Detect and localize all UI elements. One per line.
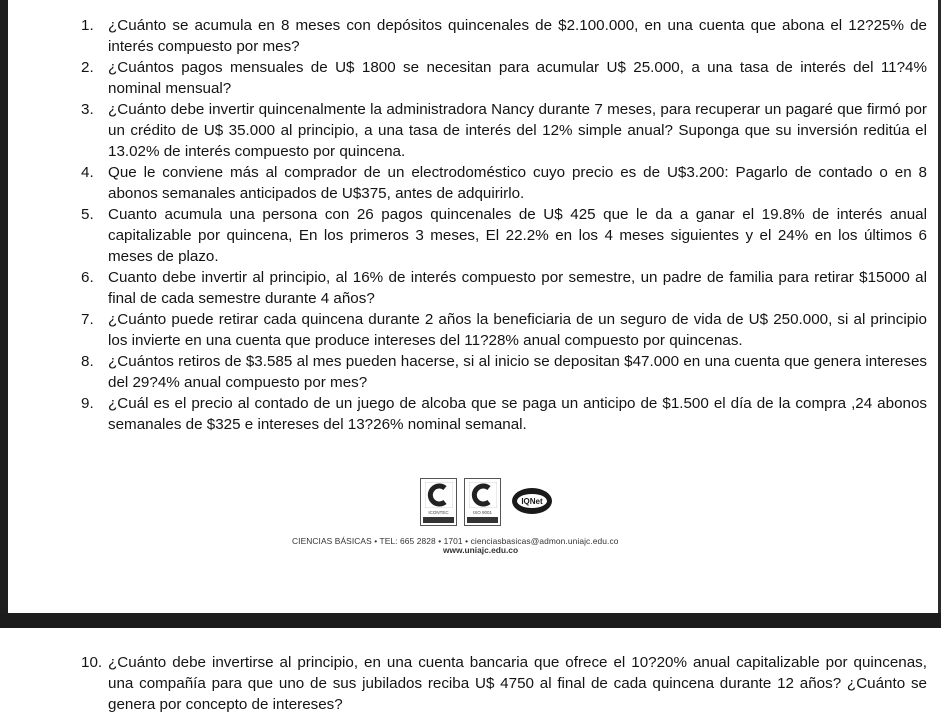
problem-number: 3. bbox=[81, 101, 94, 118]
iqnet-logo bbox=[510, 486, 554, 516]
problem-number: 4. bbox=[81, 164, 94, 181]
problem-item bbox=[81, 204, 927, 267]
problem-text: ¿Cuál es el precio al contado de un juego de alcoba que se paga un anticipo de $1.500 el día de la compra ,24 abonos semanales de $325 e intereses del 13?26% nominal semanal. bbox=[108, 395, 927, 433]
problem-text: ¿Cuántos pagos mensuales de U$ 1800 se necesitan para acumular U$ 25.000, a una tasa de interés del 11?4% nominal mensual? bbox=[108, 59, 927, 97]
page-separator bbox=[0, 613, 941, 628]
problem-number: 5. bbox=[81, 206, 94, 223]
problem-text: ¿Cuánto debe invertirse al principio, en una cuenta bancaria que ofrece el 10?20% anual capitalizable por quincenas, una compañía para que uno de sus jubilados reciba U$ 4750 al final de cada quincena durante 12 años? ¿Cuánto se genera por concepto de intereses? bbox=[108, 654, 927, 713]
problem-item bbox=[81, 57, 927, 99]
problem-text: Cuanto debe invertir al principio, al 16% de interés compuesto por semestre, un padre de familia para retirar $15000 al final de cada semestre durante 4 años? bbox=[108, 269, 927, 307]
problem-text: ¿Cuánto puede retirar cada quincena durante 2 años la beneficiaria de un seguro de vida de U$ 250.000, si al principio los invierte en una cuenta que produce intereses del 11?28% anual compuesto por quincenas. bbox=[108, 311, 927, 349]
problem-number: 9. bbox=[81, 395, 94, 412]
iqnet-label: IQNet bbox=[521, 497, 543, 506]
problem-item bbox=[81, 267, 927, 309]
icontec-logo bbox=[420, 478, 457, 526]
logo-caption: ISO 9001 bbox=[472, 510, 492, 515]
problem-number: 8. bbox=[81, 353, 94, 370]
problem-number: 7. bbox=[81, 311, 94, 328]
logo-bar bbox=[467, 517, 498, 523]
problem-text: Que le conviene más al comprador de un electrodoméstico cuyo precio es de U$3.200: Pagarlo de contado o en 8 abonos semanales anticipados de U$375, antes de adquirirlo. bbox=[108, 164, 927, 202]
iso-seal-icon bbox=[469, 482, 497, 508]
problem-text: ¿Cuánto debe invertir quincenalmente la administradora Nancy durante 7 meses, para recuperar un pagaré que firmó por un crédito de U$ 35.000 al principio, a una tasa de interés del 12% simple anual? Suponga que su inversión reditúa el 13.02% de interés compuesto por quincena. bbox=[108, 101, 927, 160]
problem-text: ¿Cuántos retiros de $3.585 al mes pueden hacerse, si al inicio se depositan $47.000 en una cuenta que genera intereses del 29?4% anual compuesto por mes? bbox=[108, 353, 927, 391]
footer-website: www.uniajc.edu.co bbox=[443, 545, 519, 555]
problem-number: 1. bbox=[81, 17, 94, 34]
problem-item bbox=[81, 652, 927, 713]
icontec-seal-icon bbox=[425, 482, 453, 508]
problem-text: Cuanto acumula una persona con 26 pagos quincenales de U$ 425 que le da a ganar el 19.8% de interés anual capitalizable por quincena, En los primeros 3 meses, El 22.2% en los 4 meses siguientes y el 24% en los últimos 6 meses de plazo. bbox=[108, 206, 927, 265]
problem-number: 2. bbox=[81, 59, 94, 76]
problem-number: 10. bbox=[81, 654, 103, 671]
problem-item bbox=[81, 351, 927, 393]
problem-item bbox=[81, 15, 927, 57]
problem-item bbox=[81, 393, 927, 435]
iso-logo bbox=[464, 478, 501, 526]
footer-contact: CIENCIAS BÁSICAS • TEL: 665 2828 • 1701 • cienciasbasicas@admon.uniajc.edu.co bbox=[292, 536, 619, 546]
problem-item bbox=[81, 162, 927, 204]
problem-text: ¿Cuánto se acumula en 8 meses con depósitos quincenales de $2.100.000, en una cuenta que abona el 12?25% de interés compuesto por mes? bbox=[108, 17, 927, 55]
problem-item bbox=[81, 309, 927, 351]
logo-bar bbox=[423, 517, 454, 523]
logo-caption: ICONTEC bbox=[428, 510, 449, 515]
certification-logos bbox=[420, 478, 560, 526]
problem-number: 6. bbox=[81, 269, 94, 286]
scan-edge-left bbox=[0, 0, 8, 628]
problem-item bbox=[81, 99, 927, 162]
problem-list bbox=[81, 15, 927, 435]
